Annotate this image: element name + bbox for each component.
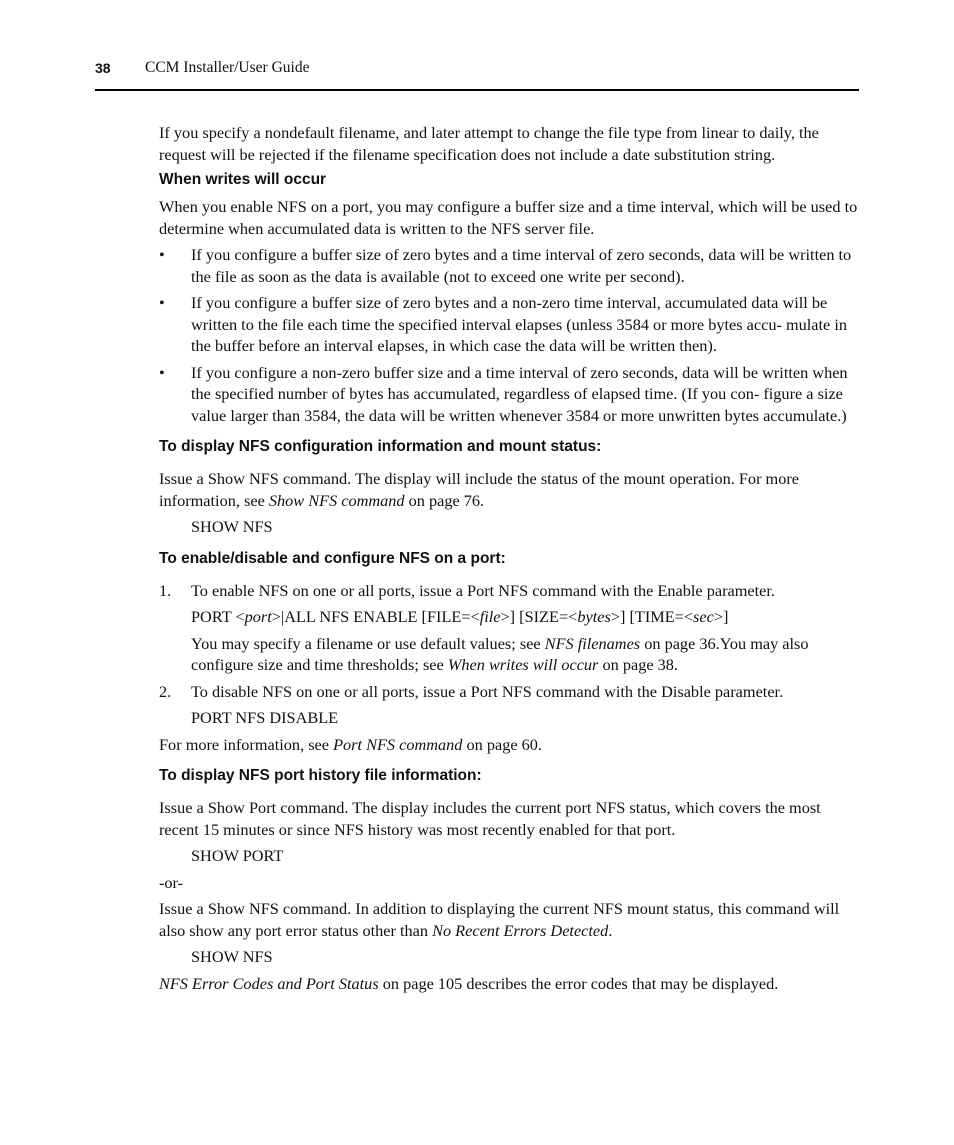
bullet-marker: • bbox=[159, 362, 165, 382]
show-nfs-command-link: Show NFS command bbox=[268, 490, 405, 510]
writes-heading: When writes will occur bbox=[159, 171, 327, 188]
note-text: You may specify a filename or use default values; see bbox=[191, 633, 545, 653]
show-port-command: SHOW PORT bbox=[191, 846, 284, 865]
page-body bbox=[159, 122, 859, 994]
cmd-param-file: file bbox=[479, 607, 501, 626]
cmd-param-bytes: bytes bbox=[577, 607, 611, 626]
step-text: To disable NFS on one or all ports, issue a Port NFS command with the Disable parameter. bbox=[191, 681, 784, 701]
step-number: 2. bbox=[159, 681, 172, 701]
page-number: 38 bbox=[95, 60, 111, 76]
writes-bullet-item bbox=[159, 292, 859, 357]
history-paragraph-3 bbox=[159, 973, 859, 995]
cmd-param-sec: sec bbox=[693, 607, 714, 626]
history-text: . bbox=[608, 920, 613, 940]
guide-title: CCM Installer/User Guide bbox=[145, 59, 310, 76]
enable-heading: To enable/disable and configure NFS on a port: bbox=[159, 549, 506, 567]
or-separator: -or- bbox=[159, 872, 184, 892]
port-nfs-command-link: Port NFS command bbox=[333, 734, 463, 754]
enable-note bbox=[191, 633, 859, 676]
bullet-marker: • bbox=[159, 245, 165, 264]
step-text: To enable NFS on one or all ports, issue a Port NFS command with the Enable parameter. bbox=[191, 580, 775, 600]
port-nfs-disable-command: PORT NFS DISABLE bbox=[191, 708, 339, 727]
writes-bullet-item bbox=[159, 362, 859, 427]
history-paragraph-1: Issue a Show Port command. The display includes the current port NFS status, which covers the most recent 15 minutes or since NFS history was most recently enabled for that port. bbox=[159, 798, 821, 839]
history-heading: To display NFS port history file information: bbox=[159, 767, 482, 784]
more-text: on page 60. bbox=[462, 734, 542, 754]
no-recent-errors-text: No Recent Errors Detected bbox=[432, 920, 609, 940]
cmd-text: >|ALL NFS ENABLE [FILE=< bbox=[271, 607, 480, 626]
more-text: For more information, see bbox=[159, 734, 334, 754]
bullet-text: If you configure a non-zero buffer size and a time interval of zero seconds, data will be written when the specified number of bytes has accumulated, regardless of elapsed time. (If you con- figure a size value larger than 3584, the data will be written whenever 3584 or more unwritten bytes accumulate.) bbox=[191, 362, 848, 425]
note-text: on page 36.You may also configure size and time thresholds; see bbox=[191, 633, 809, 674]
nfs-error-codes-link: NFS Error Codes and Port Status bbox=[159, 973, 379, 993]
enable-step-2 bbox=[159, 681, 859, 703]
when-writes-link: When writes will occur bbox=[447, 655, 599, 674]
history-text: on page 105 describes the error codes that may be displayed. bbox=[378, 973, 779, 993]
display-config-page-ref: on page 76. bbox=[404, 490, 485, 510]
show-nfs-command: SHOW NFS bbox=[191, 517, 273, 536]
cmd-text: >] [SIZE=< bbox=[500, 607, 578, 626]
note-text: on page 38. bbox=[598, 655, 678, 674]
bullet-marker: • bbox=[159, 293, 165, 312]
step-number: 1. bbox=[159, 580, 172, 600]
page-header bbox=[95, 58, 859, 91]
intro-paragraph: If you specify a nondefault filename, and later attempt to change the file type from linear to daily, the request will be rejected if the filename specification does not include a date substitution string. bbox=[159, 123, 819, 164]
cmd-text: PORT < bbox=[191, 607, 245, 626]
bullet-text: If you configure a buffer size of zero bytes and a time interval of zero seconds, data will be written to the file as soon as the data is available (not to exceed one write per second). bbox=[191, 245, 852, 286]
nfs-filenames-link: NFS filenames bbox=[544, 633, 641, 653]
writes-intro: When you enable NFS on a port, you may configure a buffer size and a time interval, which will be used to determine when accumulated data is written to the NFS server file. bbox=[159, 197, 858, 238]
display-config-text: Issue a Show NFS command. The display will include the status of the mount operation. For more information, see bbox=[159, 469, 800, 510]
cmd-param-port: port bbox=[244, 607, 272, 626]
enable-step-1 bbox=[159, 580, 859, 602]
writes-bullet-item bbox=[159, 244, 859, 287]
more-info-paragraph bbox=[159, 734, 859, 756]
cmd-text: >] bbox=[713, 607, 729, 626]
history-paragraph-2 bbox=[159, 898, 859, 941]
bullet-text: If you configure a buffer size of zero bytes and a non-zero time interval, accumulated data will be written to the file each time the specified interval elapses (unless 3584 or more bytes accu- mulate in the buffer before an interval elapses, in which case the data will be written then). bbox=[191, 293, 847, 355]
port-nfs-enable-command bbox=[191, 606, 859, 628]
history-text: Issue a Show NFS command. In addition to displaying the current NFS mount status, this command will also show any port error status other than bbox=[159, 899, 840, 940]
display-config-heading: To display NFS configuration information and mount status: bbox=[159, 438, 602, 455]
cmd-text: >] [TIME=< bbox=[610, 607, 694, 626]
show-nfs-command-2: SHOW NFS bbox=[191, 947, 273, 966]
display-config-paragraph bbox=[159, 468, 859, 511]
